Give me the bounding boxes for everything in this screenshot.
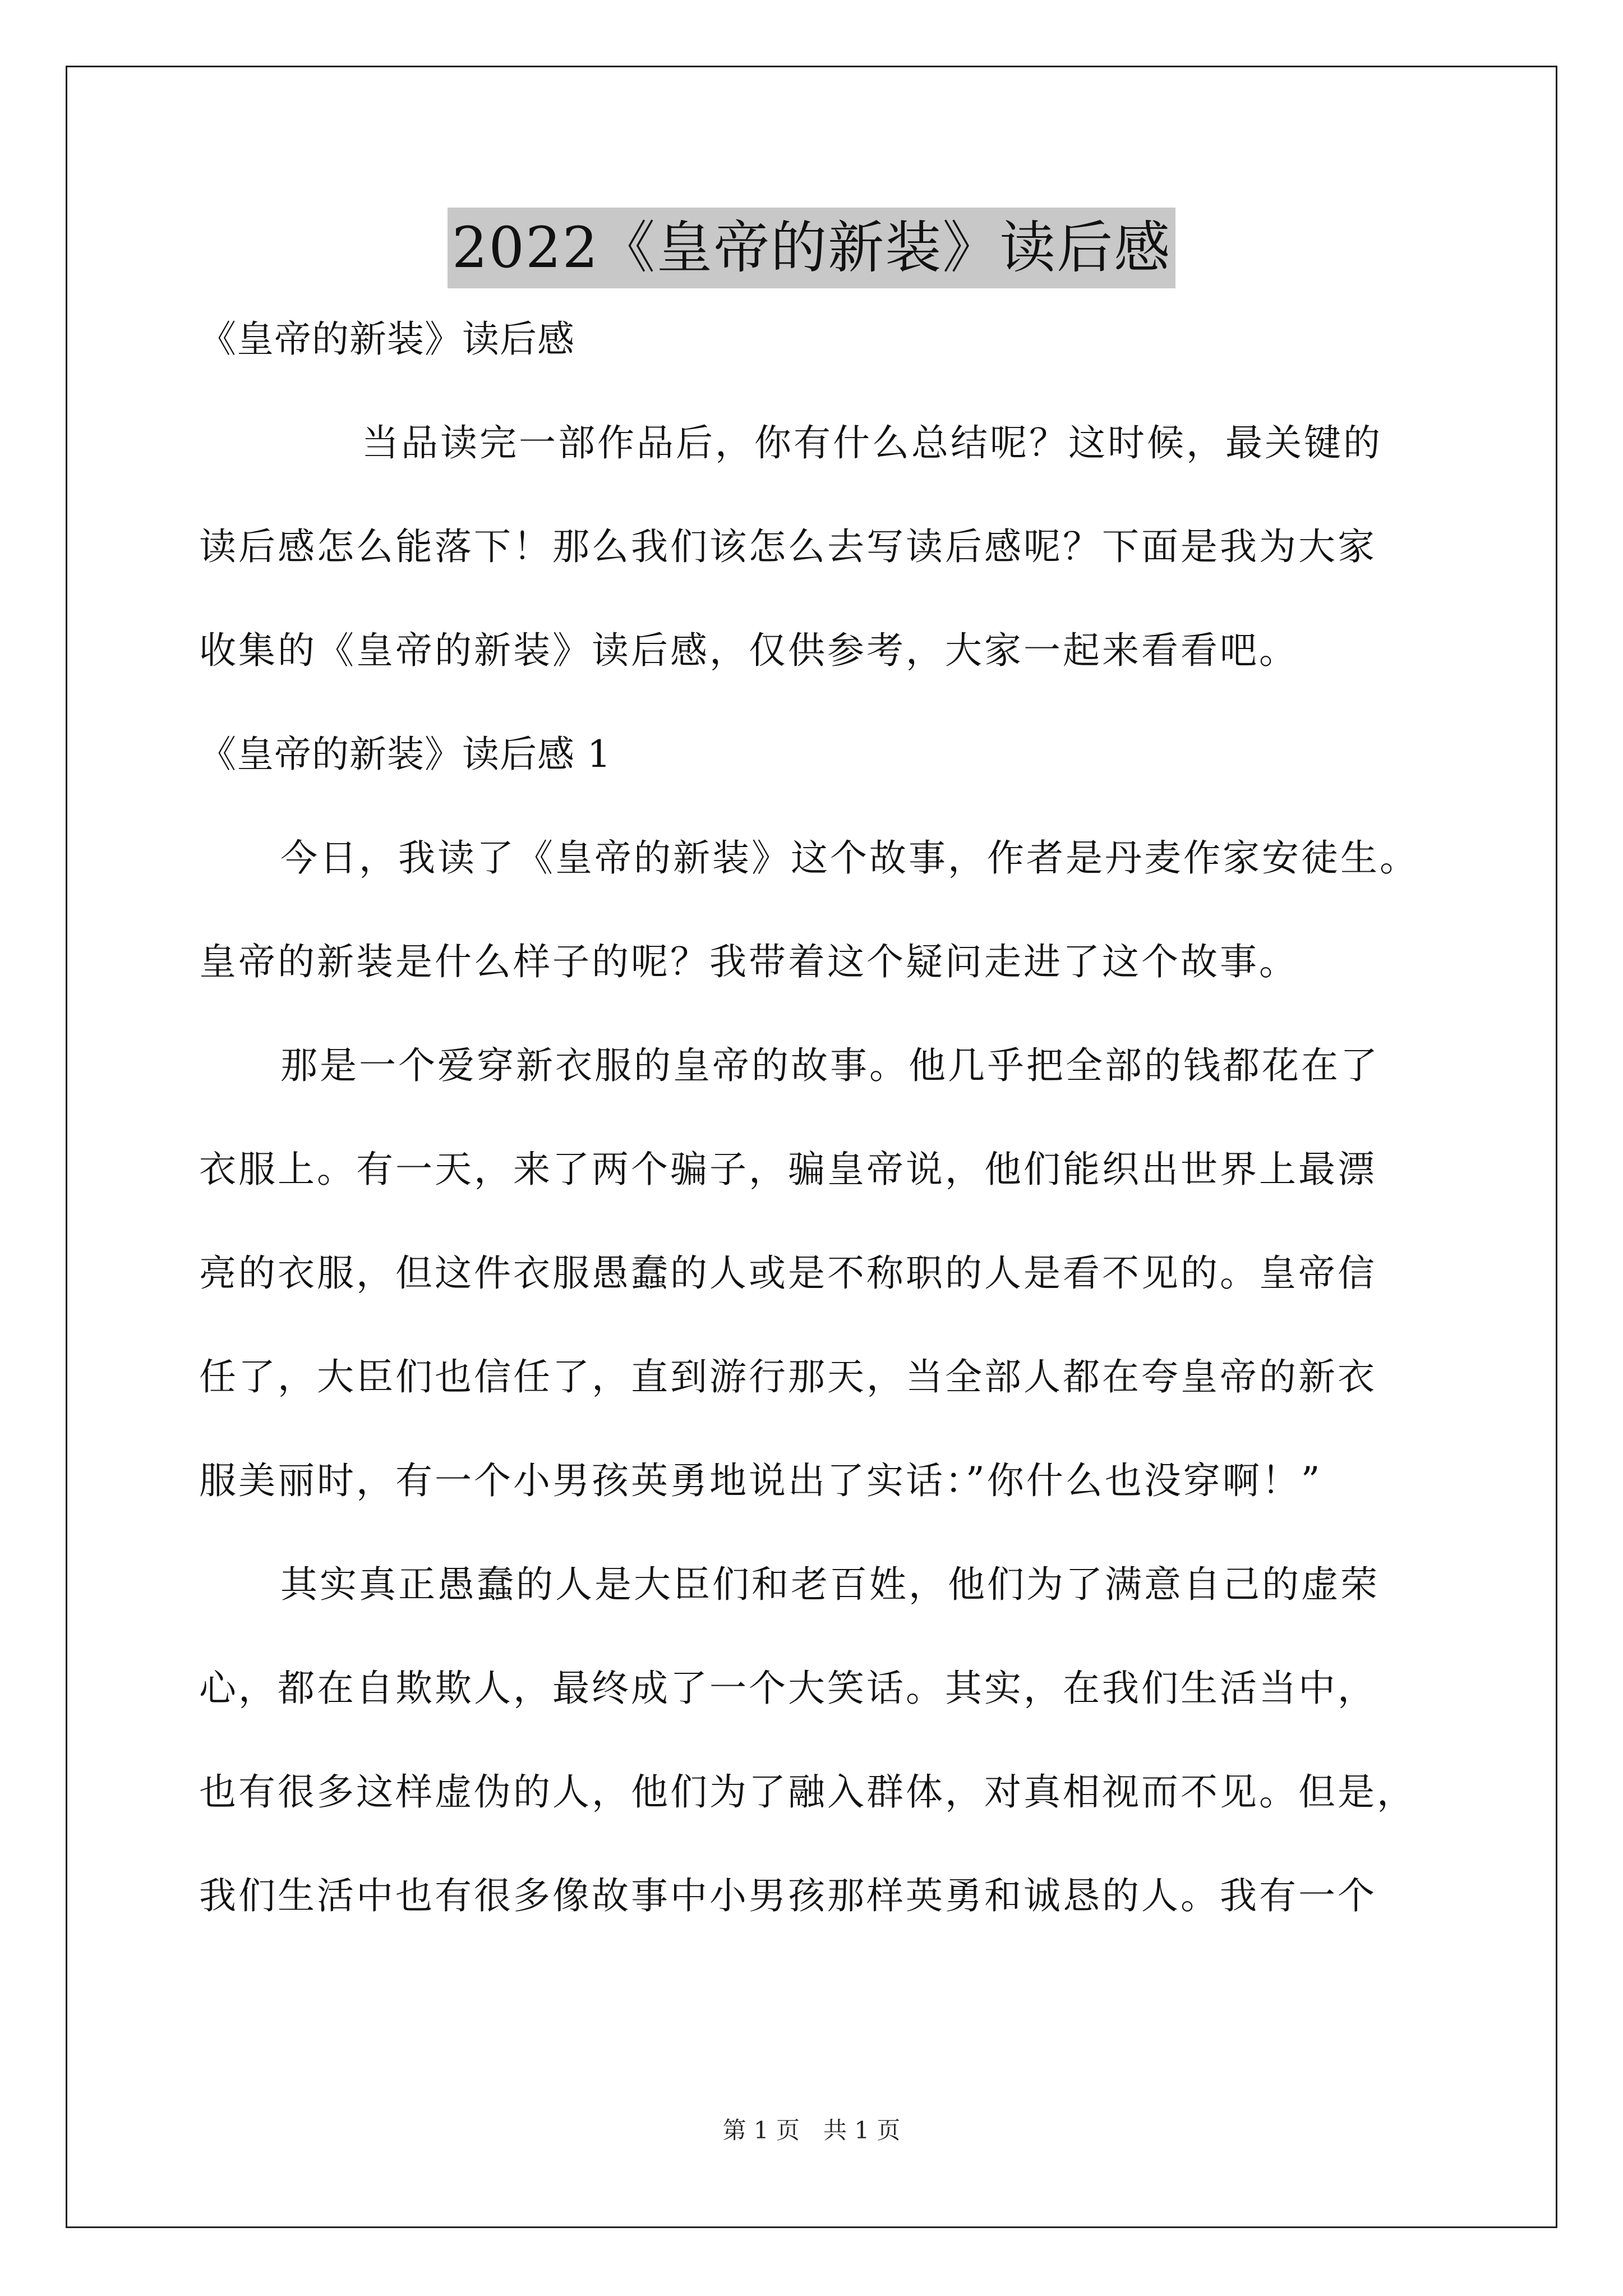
document-title: 2022《皇帝的新装》读后感 — [448, 208, 1176, 288]
section-heading: 《皇帝的新装》读后感 1 — [199, 733, 611, 776]
page-footer — [0, 2112, 1623, 2146]
subtitle: 《皇帝的新装》读后感 — [199, 318, 575, 361]
paragraph-line: 其实真正愚蠢的人是大臣们和老百姓，他们为了满意自己的虚荣 — [280, 1563, 1380, 1606]
paragraph-line: 亮的衣服，但这件衣服愚蠢的人或是不称职的人是看不见的。皇帝信 — [199, 1251, 1377, 1295]
intro-line: 读后感怎么能落下！那么我们该怎么去写读后感呢？下面是我为大家 — [199, 525, 1377, 568]
intro-line: 当品读完一部作品后，你有什么总结呢？这时候，最关键的 — [362, 421, 1382, 464]
paragraph-line: 也有很多这样虚伪的人，他们为了融入群体，对真相视而不见。但是， — [199, 1770, 1416, 1814]
intro-line: 收集的《皇帝的新装》读后感，仅供参考，大家一起来看看吧。 — [199, 629, 1298, 672]
paragraph-line: 我们生活中也有很多像故事中小男孩那样英勇和诚恳的人。我有一个 — [199, 1874, 1377, 1917]
paragraph-line: 那是一个爱穿新衣服的皇帝的故事。他几乎把全部的钱都花在了 — [280, 1044, 1380, 1087]
paragraph-line: 今日，我读了《皇帝的新装》这个故事，作者是丹麦作家安徒生。 — [280, 836, 1419, 880]
paragraph-line: 任了，大臣们也信任了，直到游行那天，当全部人都在夸皇帝的新衣 — [199, 1355, 1377, 1398]
paragraph-line: 心，都在自欺欺人，最终成了一个大笑话。其实，在我们生活当中， — [199, 1667, 1377, 1710]
paragraph-line: 服美丽时，有一个小男孩英勇地说出了实话：”你什么也没穿啊！” — [199, 1459, 1322, 1502]
paragraph-line: 皇帝的新装是什么样子的呢？我带着这个疑问走进了这个故事。 — [199, 940, 1298, 983]
paragraph-line: 衣服上。有一天，来了两个骗子，骗皇帝说，他们能织出世界上最漂 — [199, 1148, 1377, 1191]
title-container — [0, 208, 1623, 288]
page-number: 第 1 页 共 1 页 — [722, 2116, 901, 2144]
